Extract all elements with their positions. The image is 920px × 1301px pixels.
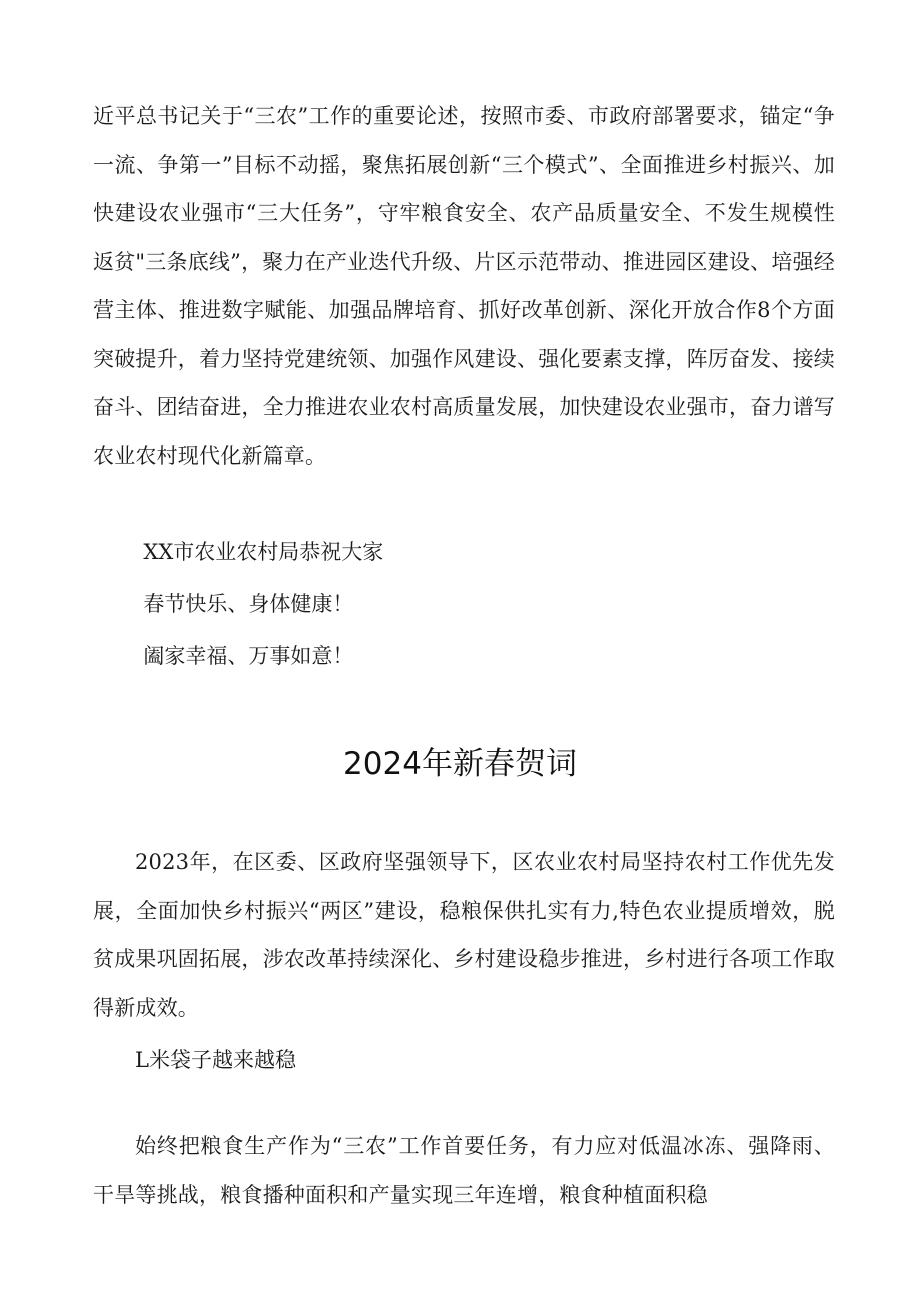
closing-line-3: 阖家幸福、万事如意！ bbox=[143, 644, 354, 668]
closing-greeting bbox=[93, 526, 835, 682]
body-paragraph-2023: 2023年，在区委、区政府坚强领导下，区农业农村局坚持农村工作优先发展，全面加快乡村振兴“两区”建设，稳粮保供扎实有力,特色农业提质增效，脱贫成果巩固拓展，涉农改革持续深化、乡村建设稳步推进，乡村进行各项工作取得新成效。 bbox=[93, 850, 835, 1020]
closing-line-2: 春节快乐、身体健康！ bbox=[143, 592, 354, 616]
body-paragraph-continued: 近平总书记关于“三农”工作的重要论述，按照市委、市政府部署要求，锚定“争一流、争第一”目标不动摇，聚焦拓展创新“三个模式”、全面推进乡村振兴、加快建设农业强市“三大任务”，守牢粮食安全、农产品质量安全、不发生规模性返贫"三条底线”，聚力在产业迭代升级、片区示范带动、推进园区建设、培强经营主体、推进数字赋能、加强品牌培育、抓好改革创新、深化开放合作8个方面突破提升，着力坚持党建统领、加强作风建设、强化要素支撑，阵厉奋发、接续奋斗、团结奋进，全力推进农业农村高质量发展，加快建设农业强市，奋力谱写农业农村现代化新篇章。 bbox=[93, 104, 835, 468]
body-paragraph-grain: 始终把粮食生产作为“三农”工作首要任务，有力应对低温冰冻、强降雨、干旱等挑战，粮食播种面积和产量实现三年连增，粮食种植面积稳 bbox=[93, 1134, 835, 1207]
closing-line-1: XX市农业农村局恭祝大家 bbox=[143, 540, 384, 564]
section-title: 2024年新春贺词 bbox=[343, 746, 577, 782]
subheading-rice-bag: L米袋子越来越稳 bbox=[135, 1048, 296, 1072]
